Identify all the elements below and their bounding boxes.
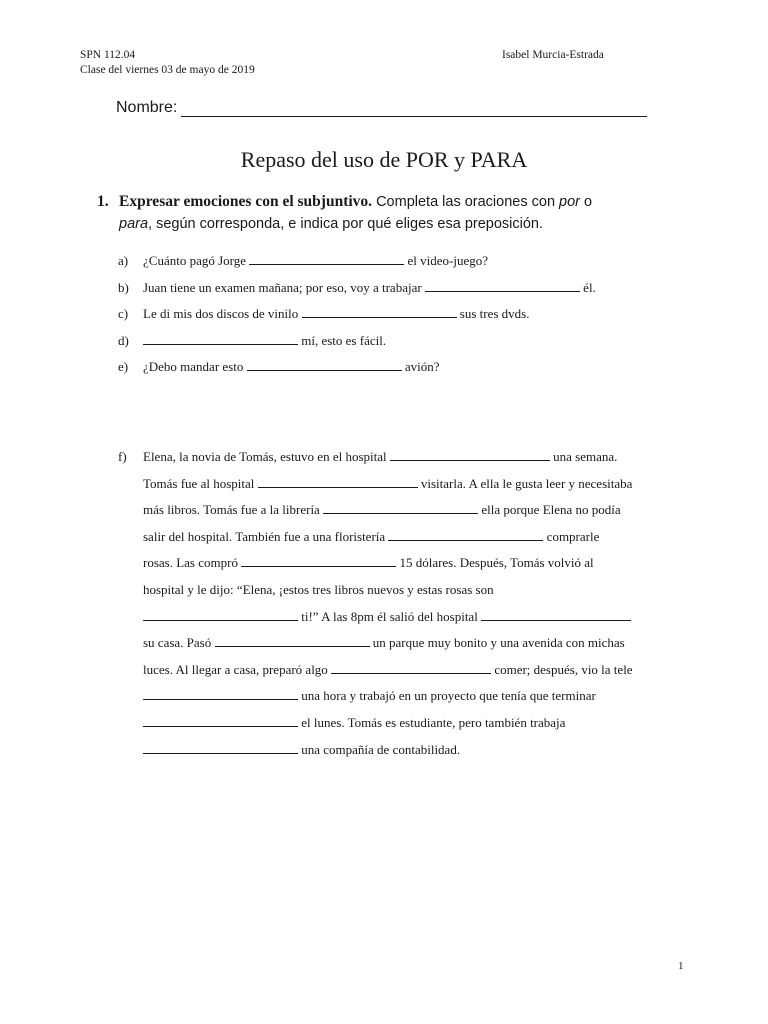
line-text: ti!” A las 8pm él salió del hospital xyxy=(298,608,482,624)
line-text: salir del hospital. También fue a una floristería xyxy=(143,528,389,544)
answer-blank[interactable] xyxy=(143,607,298,621)
line-text: el lunes. Tomás es estudiante, pero también trabaja xyxy=(298,714,566,730)
name-field xyxy=(116,99,647,117)
answer-blank[interactable] xyxy=(481,607,631,621)
line-text: Elena, la novia de Tomás, estuvo en el hospital xyxy=(143,449,390,464)
answer-blank[interactable] xyxy=(215,633,370,647)
line-text: rosas. Las compró xyxy=(143,555,242,571)
instruction-por: por xyxy=(559,194,581,210)
answer-blank[interactable] xyxy=(390,447,550,461)
answer-blank[interactable] xyxy=(302,304,457,318)
header-left xyxy=(80,48,255,78)
answer-blank[interactable] xyxy=(143,740,298,754)
line-text: visitarla. A ella le gusta leer y necesitaba xyxy=(417,475,633,491)
line-text: ella porque Elena no podía xyxy=(478,502,621,518)
paragraph-line xyxy=(143,552,703,579)
paragraph-line xyxy=(143,473,703,500)
item-text-after: él. xyxy=(579,279,596,295)
paragraph-line xyxy=(143,632,703,659)
page-title: Repaso del uso de POR y PARA xyxy=(240,147,528,172)
question-heading: Expresar emociones con el subjuntivo. xyxy=(119,193,373,210)
item-text-before: ¿Debo mandar esto xyxy=(143,359,247,374)
answer-blank[interactable] xyxy=(143,686,298,700)
paragraph-line xyxy=(143,739,703,766)
item-label: b) xyxy=(118,279,129,295)
item-text-after: avión? xyxy=(401,359,440,374)
answer-blank[interactable] xyxy=(143,331,298,345)
item-label: d) xyxy=(118,332,129,348)
instruction-part-2: o xyxy=(580,194,593,210)
paragraph-line xyxy=(143,526,703,553)
line-text: hospital y le dijo: “Elena, ¡estos tres libros nuevos y estas rosas son xyxy=(143,581,494,597)
instruction-part-3: , según corresponda, e indica por qué eliges esa preposición. xyxy=(148,216,544,232)
line-text: 15 dólares. Después, Tomás volvió al xyxy=(396,555,594,571)
item-text-after: sus tres dvds. xyxy=(456,306,530,321)
item-text-after: el video-juego? xyxy=(404,253,489,268)
instruction-para: para xyxy=(119,216,149,232)
item-text-after: mí, esto es fácil. xyxy=(298,332,387,348)
line-text: comprarle xyxy=(543,528,600,544)
answer-blank[interactable] xyxy=(143,713,298,727)
item-label: e) xyxy=(118,359,129,374)
line-text: luces. Al llegar a casa, preparó algo xyxy=(143,661,332,677)
name-label: Nombre: xyxy=(116,99,178,116)
item-text-before: Juan tiene un examen mañana; por eso, voy a trabajar xyxy=(143,279,425,295)
page-number: 1 xyxy=(678,960,684,972)
paragraph-line xyxy=(143,659,703,686)
line-text: un parque muy bonito y una avenida con michas xyxy=(369,635,625,651)
paragraph-line xyxy=(143,712,703,739)
instruction-part-1: Completa las oraciones con xyxy=(372,194,560,210)
answer-blank[interactable] xyxy=(331,660,491,674)
item-text-before: ¿Cuánto pagó Jorge xyxy=(143,253,250,268)
answer-blank[interactable] xyxy=(247,357,402,371)
instructor-name: Isabel Murcia-Estrada xyxy=(502,49,604,61)
answer-blank[interactable] xyxy=(258,474,418,488)
answer-blank[interactable] xyxy=(249,251,404,265)
answer-blank[interactable] xyxy=(425,278,580,292)
item-label: a) xyxy=(118,253,129,268)
paragraph-line xyxy=(143,499,703,526)
line-text: Tomás fue al hospital xyxy=(143,475,258,491)
item-label: f) xyxy=(118,449,127,464)
class-date: Clase del viernes 03 de mayo de 2019 xyxy=(80,64,255,76)
line-text: una compañía de contabilidad. xyxy=(298,741,461,757)
answer-blank[interactable] xyxy=(388,527,543,541)
answer-blank[interactable] xyxy=(241,553,396,567)
paragraph-line xyxy=(143,579,703,606)
line-text: su casa. Pasó xyxy=(143,635,215,651)
name-blank[interactable] xyxy=(181,100,647,117)
answer-blank[interactable] xyxy=(323,500,478,514)
line-text: más libros. Tomás fue a la librería xyxy=(143,502,324,518)
question-number: 1. xyxy=(97,193,109,210)
course-code: SPN 112.04 xyxy=(80,49,136,61)
paragraph-line xyxy=(143,685,703,712)
line-text: una hora y trabajó en un proyecto que tenía que terminar xyxy=(298,688,596,704)
line-text: una semana. xyxy=(549,449,618,464)
item-label: c) xyxy=(118,306,129,321)
item-text-before: Le di mis dos discos de vinilo xyxy=(143,306,302,321)
question-1 xyxy=(97,191,672,235)
paragraph-line xyxy=(143,446,703,473)
paragraph-line xyxy=(143,606,703,633)
line-text: comer; después, vio la tele xyxy=(491,661,633,677)
